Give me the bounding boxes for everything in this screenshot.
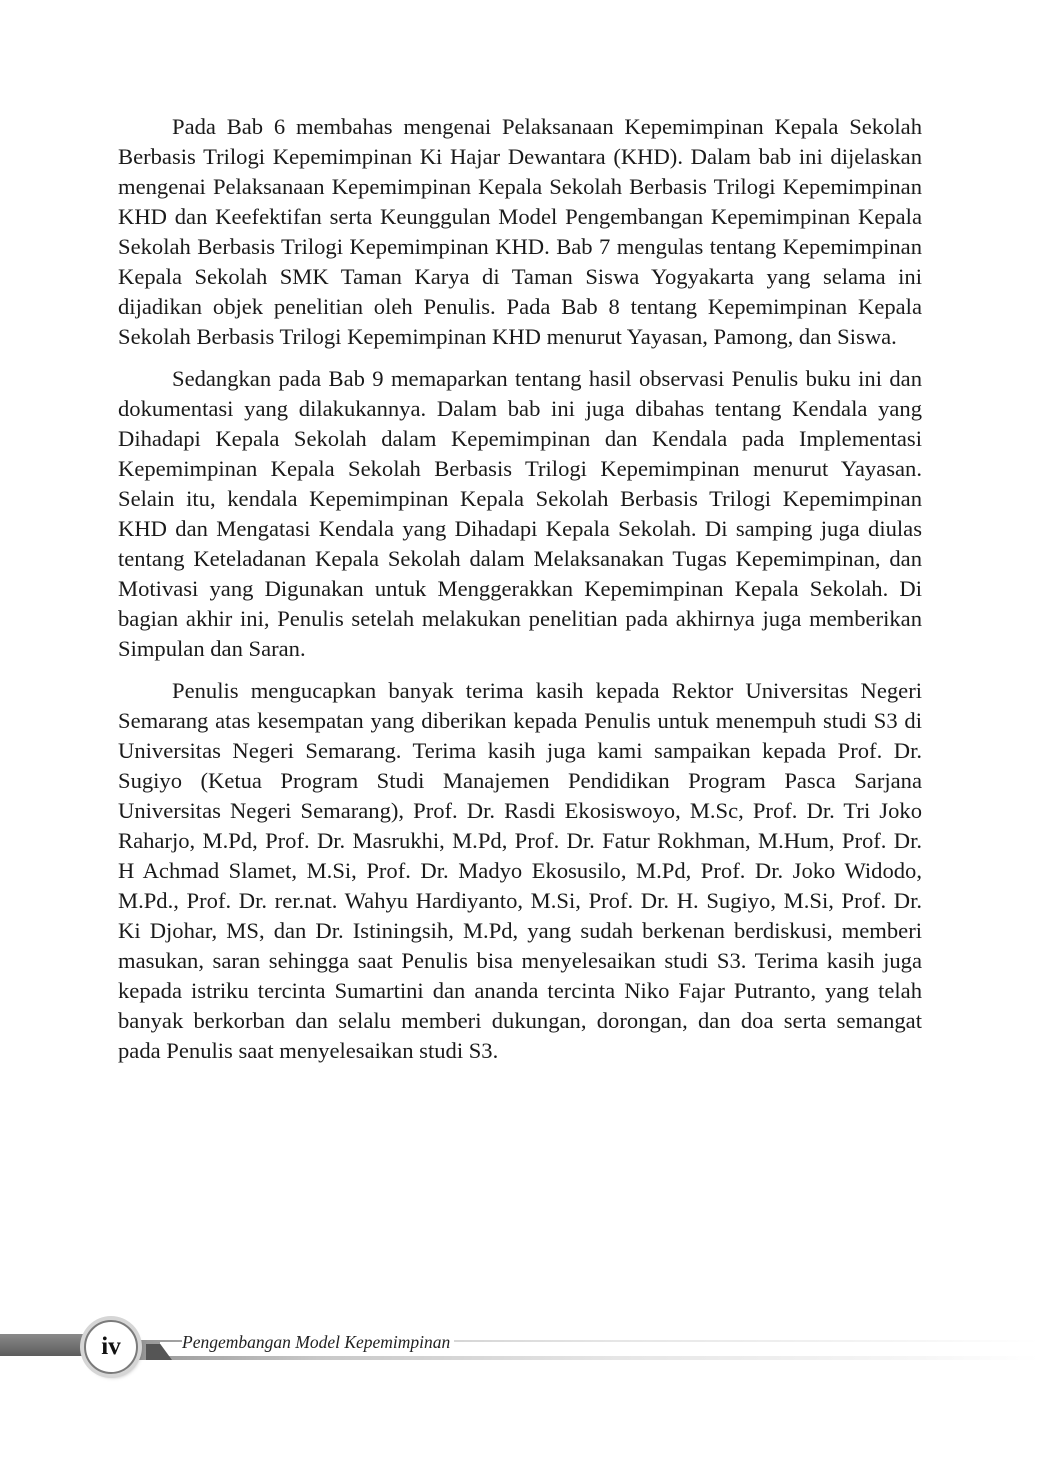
paragraph-acknowledgements: Penulis mengucapkan banyak terima kasih kepada Rektor Universitas Negeri Semarang atas kesempatan yang diberikan kepada Penulis untuk menempuh studi S3 di Universitas Negeri Semarang. Terima kasih juga kami sampaikan kepada Prof. Dr. Sugiyo (Ketua Program Studi Manajemen Pendidikan Program Pasca Sarjana Universitas Negeri Semarang), Prof. Dr. Rasdi Ekosiswoyo, M.Sc, Prof. Dr. Tri Joko Raharjo, M.Pd, Prof. Dr. Masrukhi, M.Pd, Prof. Dr. Fatur Rokhman, M.Hum, Prof. Dr. H Achmad Slamet, M.Si, Prof. Dr. Madyo Ekosusilo, M.Pd, Prof. Dr. Joko Widodo, M.Pd., Prof. Dr. rer.nat. Wahyu Hardiyanto, M.Si, Prof. Dr. H. Sugiyo, M.Si, Prof. Dr. Ki Djohar, MS, dan Dr. Istiningsih, M.Pd, yang sudah berkenan berdiskusi, memberi masukan, saran sehingga saat Penulis bisa menyelesaikan studi S3. Terima kasih juga kepada istriku tercinta Sumartini dan ananda tercinta Niko Fajar Putranto, yang telah banyak berkorban dan selalu memberi dukungan, dorongan, dan doa serta semangat pada Penulis saat menyelesaikan studi S3. (118, 678, 922, 1063)
running-title: Pengembangan Model Kepemimpinan (182, 1332, 454, 1353)
paragraph-bab-9: Sedangkan pada Bab 9 memaparkan tentang hasil observasi Penulis buku ini dan dokumentasi yang dilakukannya. Dalam bab ini juga dibahas tentang Kendala yang Dihadapi Kepala Sekolah dalam Kepemimpinan dan Kendala pada Implementasi Kepemimpinan Kepala Sekolah Berbasis Trilogi Kepemimpinan menurut Yayasan. Selain itu, kendala Kepemimpinan Kepala Sekolah Berbasis Trilogi Kepemimpinan KHD dan Mengatasi Kendala yang Dihadapi Kepala Sekolah. Di samping juga diulas tentang Keteladanan Kepala Sekolah dalam Melaksanakan Tugas Kepemimpinan, dan Motivasi yang Digunakan untuk Menggerakkan Kepemimpinan Kepala Sekolah. Di bagian akhir ini, Penulis setelah melakukan penelitian pada akhirnya juga memberikan Simpulan dan Saran. (118, 366, 922, 661)
page-footer (0, 1318, 1039, 1374)
body-text (118, 112, 922, 1078)
page-number-badge (84, 1320, 138, 1374)
paragraph-bab-6-8: Pada Bab 6 membahas mengenai Pelaksanaan Kepemimpinan Kepala Sekolah Berbasis Trilogi Kepemimpinan Ki Hajar Dewantara (KHD). Dalam bab ini dijelaskan mengenai Pelaksanaan Kepemimpinan Kepala Sekolah Berbasis Trilogi Kepemimpinan KHD dan Keefektifan serta Keunggulan Model Pengembangan Kepemimpinan Kepala Sekolah Berbasis Trilogi Kepemimpinan KHD. Bab 7 mengulas tentang Kepemimpinan Kepala Sekolah SMK Taman Karya di Taman Siswa Yogyakarta yang selama ini dijadikan objek penelitian oleh Penulis. Pada Bab 8 tentang Kepemimpinan Kepala Sekolah Berbasis Trilogi Kepemimpinan KHD menurut Yayasan, Pamong, dan Siswa. (118, 114, 922, 349)
page-number: iv (101, 1333, 121, 1360)
footer-band-left (0, 1334, 92, 1356)
